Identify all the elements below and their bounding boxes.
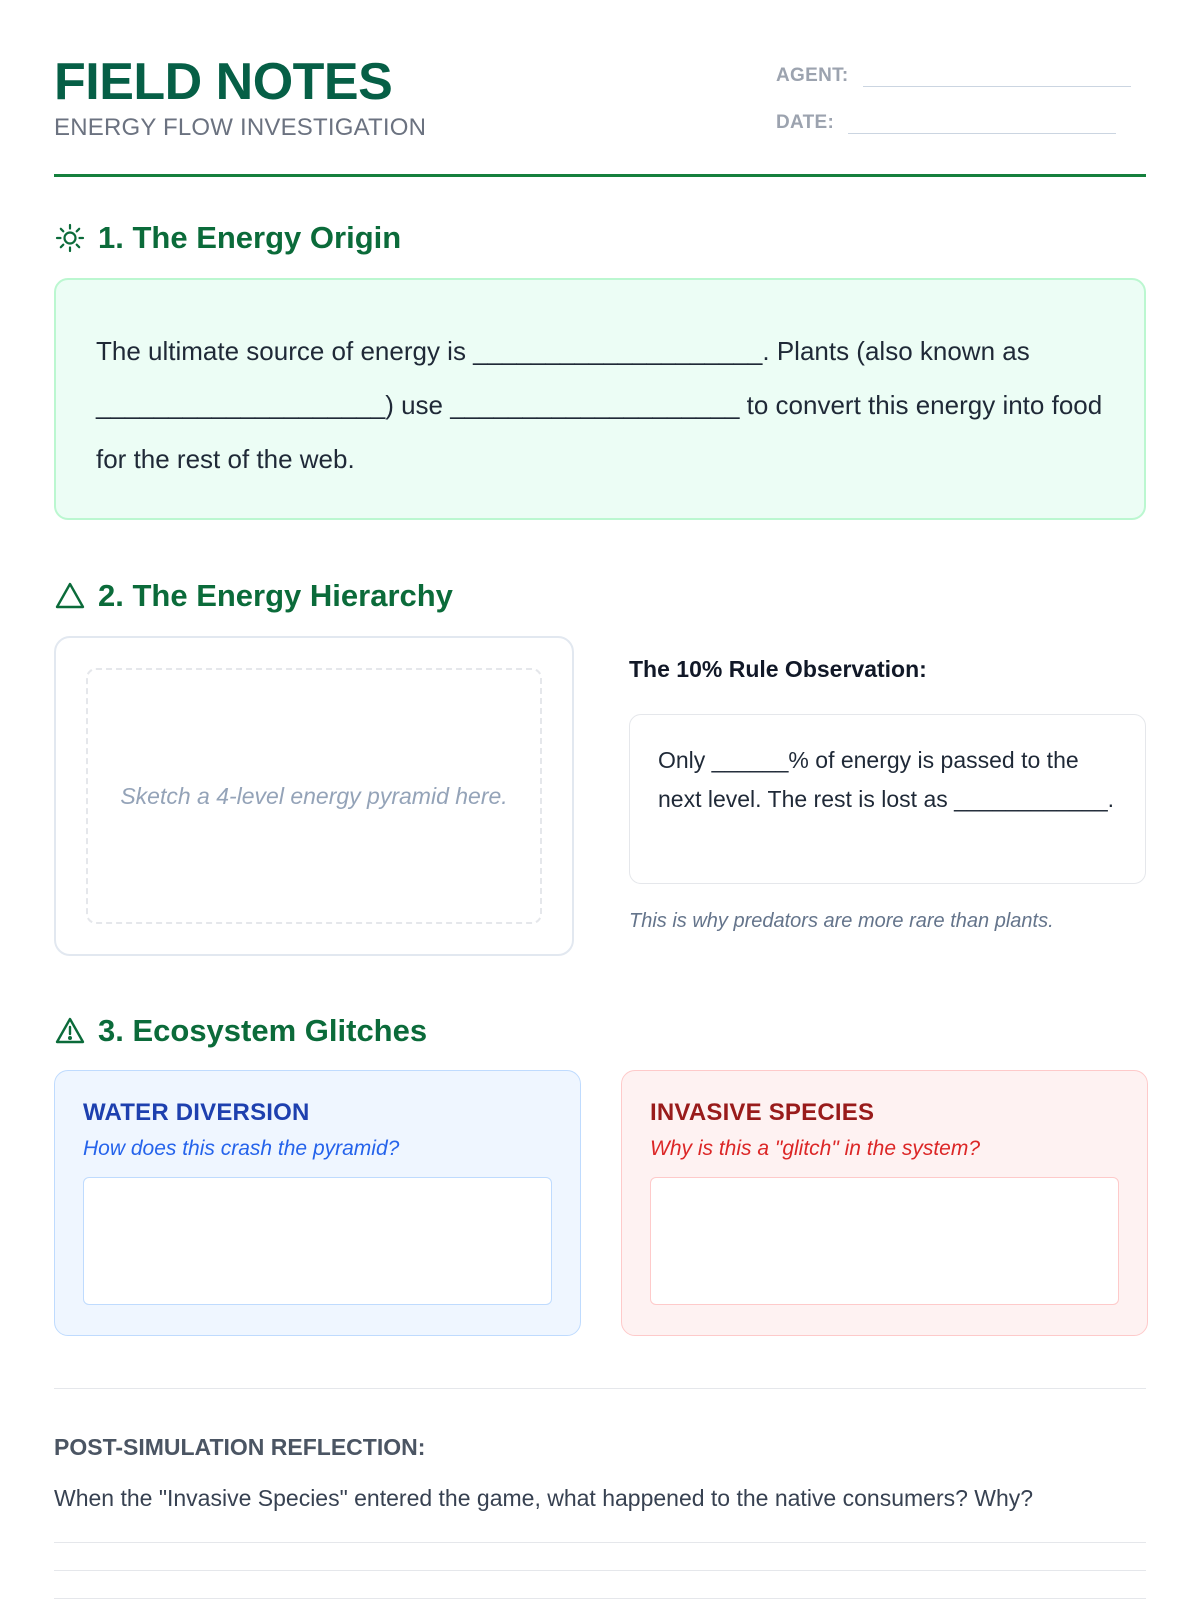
section-2-heading — [54, 578, 453, 614]
ten-percent-rule-title: The 10% Rule Observation: — [629, 656, 927, 682]
warning-icon — [54, 1015, 86, 1047]
page-subtitle: ENERGY FLOW INVESTIGATION — [54, 114, 427, 141]
water-diversion-card — [54, 1070, 581, 1336]
section-1-title: 1. The Energy Origin — [98, 220, 402, 255]
water-diversion-title: WATER DIVERSION — [83, 1099, 310, 1126]
invasive-species-answer-box[interactable] — [650, 1177, 1119, 1305]
water-diversion-answer-box[interactable] — [83, 1177, 552, 1305]
answer-line-1[interactable] — [54, 1542, 1146, 1543]
section-1-heading — [54, 220, 401, 256]
page-title: FIELD NOTES — [54, 53, 393, 111]
section-3-title: 3. Ecosystem Glitches — [98, 1013, 428, 1048]
date-field[interactable] — [848, 111, 1116, 134]
invasive-species-question: Why is this a "glitch" in the system? — [650, 1137, 981, 1160]
energy-origin-box — [54, 278, 1146, 520]
energy-origin-text: The ultimate source of energy is ____________________. Plants (also known as ____________________) use ____________________ to convert this energy into food for the rest of the web. — [96, 336, 1103, 474]
answer-line-3[interactable] — [54, 1598, 1146, 1599]
ten-percent-rule-box — [629, 714, 1146, 884]
invasive-species-card — [621, 1070, 1148, 1336]
reflection-divider — [54, 1388, 1146, 1389]
agent-field[interactable] — [863, 64, 1131, 87]
triangle-icon — [54, 580, 86, 612]
agent-label: AGENT: — [776, 65, 849, 86]
ten-percent-rule-note: This is why predators are more rare than plants. — [629, 910, 1054, 932]
reflection-question: When the "Invasive Species" entered the game, what happened to the native consumers? Why? — [54, 1485, 1034, 1511]
header-divider — [54, 174, 1146, 177]
invasive-species-title: INVASIVE SPECIES — [650, 1099, 875, 1126]
sketch-prompt: Sketch a 4-level energy pyramid here. — [120, 782, 508, 809]
section-3-heading — [54, 1013, 427, 1049]
section-2-title: 2. The Energy Hierarchy — [98, 578, 453, 613]
water-diversion-question: How does this crash the pyramid? — [83, 1137, 400, 1160]
reflection-title: POST-SIMULATION REFLECTION: — [54, 1434, 426, 1460]
pyramid-sketch-area[interactable] — [54, 636, 574, 956]
date-label: DATE: — [776, 112, 835, 133]
agent-row — [776, 64, 1131, 87]
ten-percent-rule-text: Only ______% of energy is passed to the next level. The rest is lost as ____________. — [658, 747, 1115, 812]
date-row — [776, 111, 1116, 134]
answer-line-2[interactable] — [54, 1570, 1146, 1571]
sketch-dashed-frame — [86, 668, 542, 924]
sun-icon — [54, 222, 86, 254]
